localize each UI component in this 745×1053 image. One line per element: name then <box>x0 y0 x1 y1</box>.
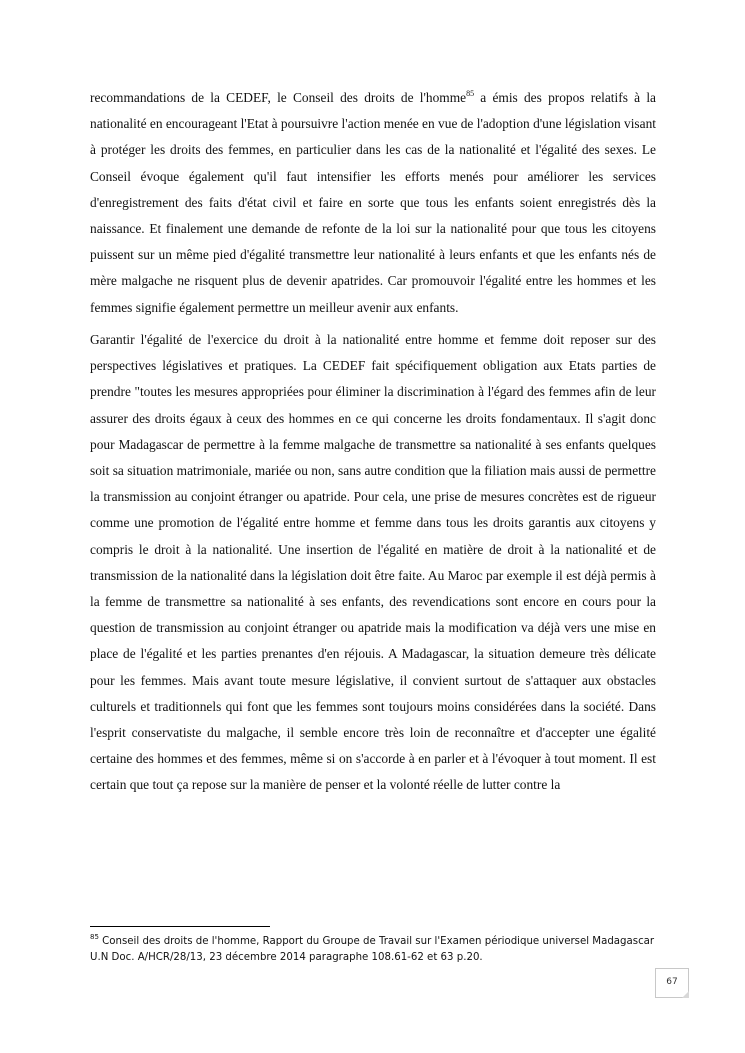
page-number-badge <box>655 968 689 998</box>
paragraph-1 <box>90 85 656 321</box>
footnote <box>90 934 656 966</box>
footnote-text: Conseil des droits de l'homme, Rapport du Groupe de Travail sur l'Examen périodique universel Madagascar U.N Doc. A/HCR/28/13, 23 décembre 2014 paragraphe 108.61-62 et 63 p.20. <box>90 936 655 963</box>
footnote-separator <box>90 926 270 927</box>
paragraph-1-rest: a émis des propos relatifs à la nationalité en encourageant l'Etat à poursuivre l'action menée en vue de l'adoption d'une législation visant à protéger les droits des femmes, en particulier dans les cas de la nationalité et l'égalité des sexes. Le Conseil évoque également qu'il faut intensifier les efforts menés pour améliorer les services d'enregistrement des faits d'état civil et faire en sorte que tous les enfants soient enregistrés dès la naissance. Et finalement une demande de refonte de la loi sur la nationalité pour que tous les citoyens puissent sur un même pied d'égalité transmettre leur nationalité à leurs enfants et que les enfants nés de mère malgache ne risquent plus de devenir apatrides. Car promouvoir l'égalité entre les hommes et les femmes signifie également permettre un meilleur avenir aux enfants. <box>90 90 656 315</box>
paragraph-1-lead: recommandations de la CEDEF, le Conseil des droits de l'homme <box>90 90 467 105</box>
footnote-number: 85 <box>90 933 99 941</box>
page-number: 67 <box>666 977 678 987</box>
footnote-ref-85[interactable]: 85 <box>466 89 475 98</box>
paragraph-2: Garantir l'égalité de l'exercice du droit à la nationalité entre homme et femme doit reposer sur des perspectives législatives et pratiques. La CEDEF fait spécifiquement obligation aux Etats parties de prendre "toutes les mesures appropriées pour éliminer la discrimination à l'égard des femmes afin de leur assurer des droits égaux à ceux des hommes en ce qui concerne les droits fondamentaux. Il s'agit donc pour Madagascar de permettre à la femme malgache de transmettre sa nationalité à ses enfants quelques soit sa situation matrimoniale, mariée ou non, sans autre condition que la filiation mais aussi de permettre la transmission au conjoint étranger ou apatride. Pour cela, une prise de mesures concrètes est de rigueur comme une promotion de l'égalité entre homme et femme dans tous les droits garantis aux citoyens y compris le droit à la nationalité. Une insertion de l'égalité en matière de droit à la nationalité et de transmission de la nationalité dans la législation doit être faite. Au Maroc par exemple il est déjà permis à la femme de transmettre sa nationalité à ses enfants, des revendications sont encore en cours pour la question de transmission au conjoint étranger ou apatride mais la modification va déjà vers une mise en place de l'égalité et les parties prenantes d'en réjouis. A Madagascar, la situation demeure très délicate pour les femmes. Mais avant toute mesure législative, il convient surtout de s'attaquer aux obstacles culturels et traditionnels qui font que les femmes sont toujours moins considérées dans la société. Dans l'esprit conservatiste du malgache, il semble encore très loin de reconnaître et d'accepter une égalité certaine des hommes et des femmes, même si on s'accorde à en parler et à l'évoquer à tout moment. Il est certain que tout ça repose sur la manière de penser et la volonté réelle de lutter contre la <box>90 332 656 793</box>
